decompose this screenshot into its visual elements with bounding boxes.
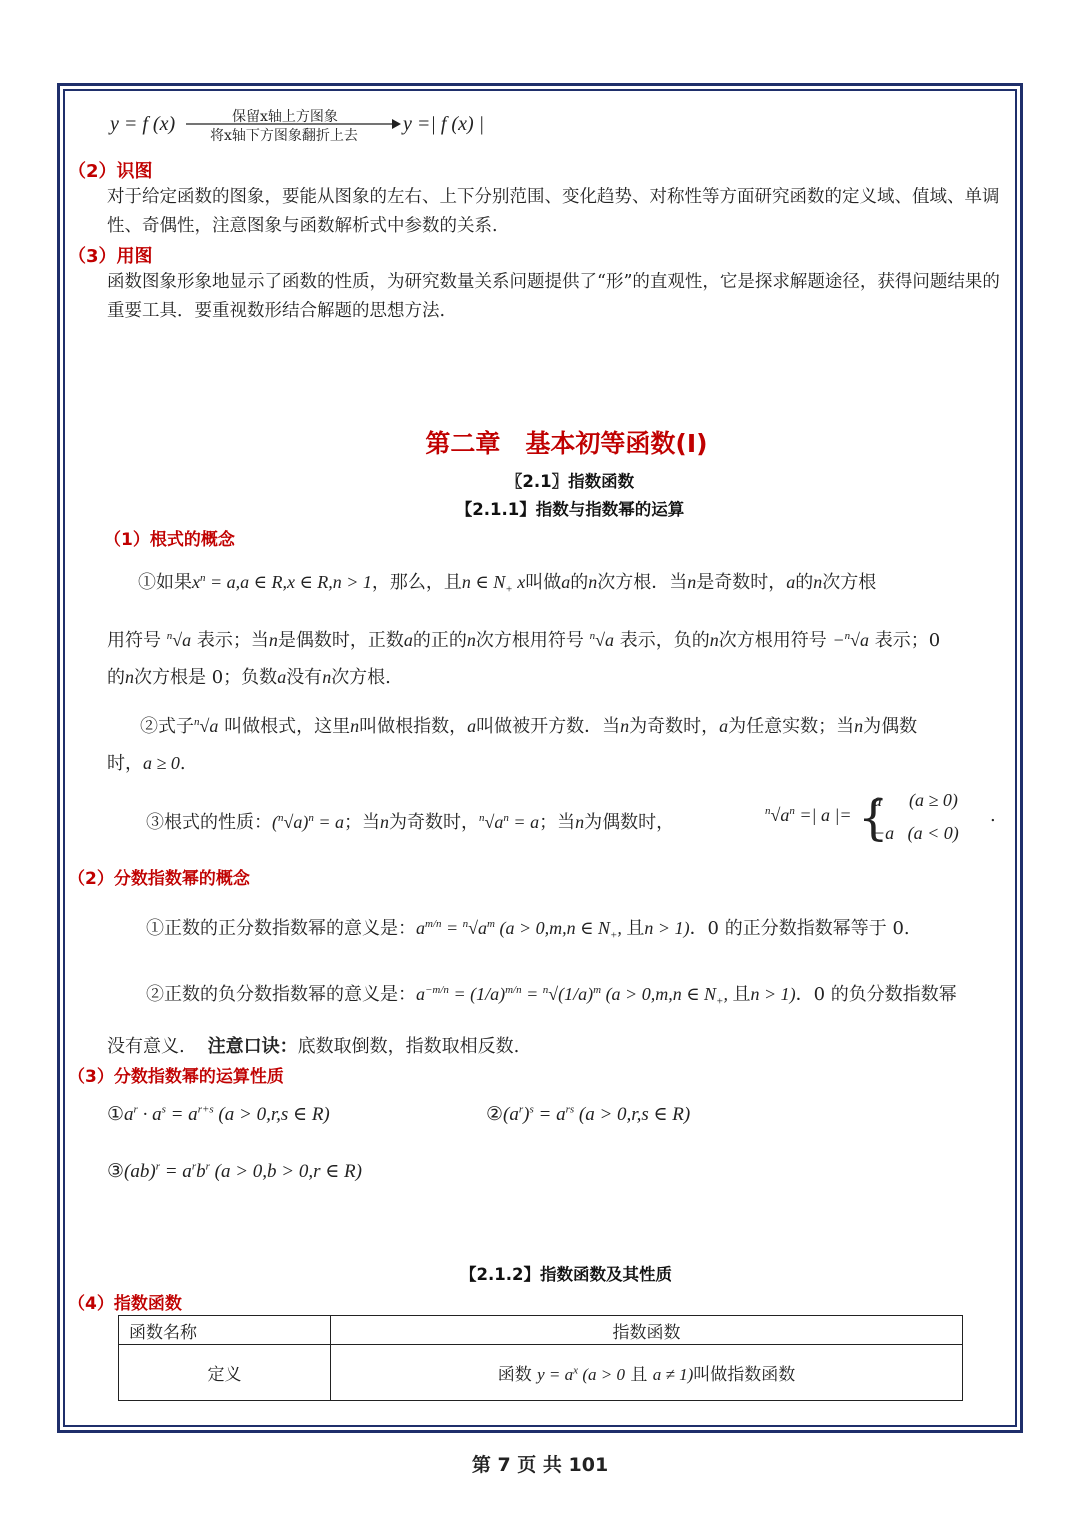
- text-segment: 没有: [286, 667, 323, 688]
- text-segment: 次方根用符号: [718, 630, 827, 651]
- period: .: [990, 805, 996, 826]
- section-2-1-2-title: 【2.1.2】指数函数及其性质: [460, 1265, 672, 1284]
- exponential-function-table: [118, 1315, 963, 1401]
- chapter-title: 第二章 基本初等函数(Ⅰ): [425, 429, 708, 458]
- text-segment: 叫做指数函数: [693, 1365, 796, 1385]
- arrow-label-top: 保留x轴上方图象: [232, 109, 338, 125]
- page-footer: 第 7 页 共 101: [471, 1454, 609, 1476]
- text-segment: 函数: [497, 1365, 532, 1385]
- table-cell-definition: 函数 $y = a^x$ (a > 0 且 a ≠ 1)叫做指数函数: [331, 1345, 963, 1401]
- text-segment: 次方根.: [331, 667, 391, 688]
- text-segment: 是奇数时，: [696, 572, 787, 593]
- radical-item-1-line-3: 的n次方根是 0；负数a没有n次方根.: [107, 667, 391, 688]
- section-2-1-title: 〖2.1〗指数函数: [505, 472, 635, 491]
- text-segment: ①如果: [138, 572, 192, 593]
- radical-item-1-line-2: 用符号 $^n$√a 表示；当n是偶数时，正数a的正的n次方根用符号 $^n$√a 表示，负的n次方根用符号 −$^n$√a 表示；0: [107, 630, 941, 651]
- radical-item-2-line-2: 时，a ≥ 0.: [107, 753, 186, 774]
- heading-use-graph: （3）用图: [68, 246, 153, 267]
- case-2: −a (a < 0): [873, 823, 959, 843]
- rule-3: ③(ab)$^r$ = $a^rb^r$ (a > 0,b > 0,r ∈ R): [107, 1160, 362, 1182]
- text-segment: 表示；0: [874, 630, 941, 651]
- abs-formula: $^n√a^n$ =| a |=: [765, 805, 852, 825]
- text-segment: 次方根用符号: [475, 630, 584, 651]
- text-segment: 次方根．当: [597, 572, 688, 593]
- radical-item-1-line-1: ①如果$x^n = a,a$ ∈ R,x ∈ R,n > 1，那么，且n ∈ $N_+$ x叫做a的n次方根．当n是奇数时，a的n次方根: [138, 572, 877, 596]
- fractional-note-line: [107, 1032, 519, 1061]
- text-segment: 是偶数时，正数: [277, 630, 404, 651]
- text-segment: 的: [795, 572, 814, 593]
- text-segment: 次方根: [822, 572, 877, 593]
- note-text: 底数取倒数，指数取相反数.: [297, 1036, 520, 1057]
- fractional-item-1: ①正数的正分数指数幂的意义是：$a^{m/n} = ^n√a^m$ (a > 0,m,n ∈ $N_+$, 且n > 1)．0 的正分数指数幂等于 0.: [146, 918, 910, 942]
- text-segment: 的: [570, 572, 589, 593]
- text-segment: 为奇数时，: [629, 716, 720, 737]
- transform-arrow: [186, 118, 402, 130]
- text-segment: 表示，负的: [619, 630, 710, 651]
- table-header-name: 函数名称: [119, 1316, 331, 1345]
- text-segment: ②正数的负分数指数幂的意义是：: [146, 984, 416, 1005]
- formula-right: y =| f (x) |: [403, 113, 485, 135]
- text-segment: ．0 的正分数指数幂等于 0.: [689, 918, 910, 939]
- text-segment: ；当: [344, 812, 381, 833]
- text-segment: ，那么: [371, 572, 426, 593]
- text-segment: ；当: [539, 812, 576, 833]
- text-segment: 的正的: [412, 630, 467, 651]
- heading-fractional-exponent: （2）分数指数幂的概念: [68, 869, 250, 889]
- heading-exponential-function: （4）指数函数: [68, 1294, 182, 1314]
- case-1: a (a ≥ 0): [873, 790, 958, 810]
- text-segment: 为偶数时，: [584, 812, 675, 833]
- text-segment: 时，: [107, 753, 143, 774]
- rule-1: $①a^r \cdot a^s = a^{r+s}$ (a > 0,r,s ∈ R): [107, 1103, 330, 1125]
- table-header-function: 指数函数: [331, 1316, 963, 1345]
- text-segment: ①正数的正分数指数幂的意义是：: [146, 918, 416, 939]
- text-segment: 次方根是 0；负数: [134, 667, 278, 688]
- text-segment: 叫做: [525, 572, 562, 593]
- text-segment: 叫做根指数，: [359, 716, 468, 737]
- rule-2: $②(a^r)^s = a^{rs}$ (a > 0,r,s ∈ R): [486, 1103, 691, 1125]
- text-segment: 没有意义.: [107, 1036, 185, 1057]
- formula-left: y = f (x): [110, 113, 176, 135]
- heading-exponent-rules: （3）分数指数幂的运算性质: [68, 1067, 284, 1087]
- text-segment: ②式子: [140, 716, 194, 737]
- text-segment: 叫做被开方数．当: [476, 716, 621, 737]
- text-segment: 表示；当: [196, 630, 269, 651]
- paragraph-use-graph: 函数图象形象地显示了函数的性质，为研究数量关系问题提供了“形”的直观性，它是探求解题途径，获得问题结果的重要工具．要重视数形结合解题的思想方法.: [107, 272, 1000, 321]
- arrow-label-bottom: 将x轴下方图象翻折上去: [210, 128, 358, 144]
- text-segment: 为偶数: [863, 716, 918, 737]
- radical-item-3: ③根式的性质：$(^n√a)^n = a$；当n为奇数时，$^n√a^n = a$；当n为偶数时，: [146, 812, 675, 833]
- section-2-1-1-title: 【2.1.1】指数与指数幂的运算: [455, 500, 685, 519]
- fractional-item-2: ②正数的负分数指数幂的意义是：$a^{-m/n} = (1/a)^{m/n} = ^n√(1/a)^m$ (a > 0,m,n ∈ $N_+$, 且n > 1)．0 的负分数指数幂: [146, 984, 957, 1008]
- table-row-label-definition: 定义: [119, 1345, 331, 1401]
- paragraph-read-graph: 对于给定函数的图象，要能从图象的左右、上下分别范围、变化趋势、对称性等方面研究函数的定义域、值域、单调性、奇偶性，注意图象与函数解析式中参数的关系.: [107, 187, 1000, 236]
- brace-symbol: {: [858, 790, 889, 846]
- text-segment: 为任意实数；当: [728, 716, 855, 737]
- note-label: 注意口诀：: [207, 1036, 298, 1057]
- heading-read-graph: （2）识图: [68, 161, 153, 182]
- text-segment: 用符号: [107, 630, 161, 651]
- text-segment: 叫做根式，这里: [224, 716, 351, 737]
- heading-radical-concept: （1）根式的概念: [104, 530, 235, 550]
- text-segment: ③根式的性质：: [146, 812, 272, 833]
- text-segment: 为奇数时，: [389, 812, 480, 833]
- text-segment: ．0 的负分数指数幂: [795, 984, 957, 1005]
- radical-item-2-line-1: ②式子$^n$√a 叫做根式，这里n叫做根指数，a叫做被开方数．当n为奇数时，a为任意实数；当n为偶数: [140, 716, 918, 737]
